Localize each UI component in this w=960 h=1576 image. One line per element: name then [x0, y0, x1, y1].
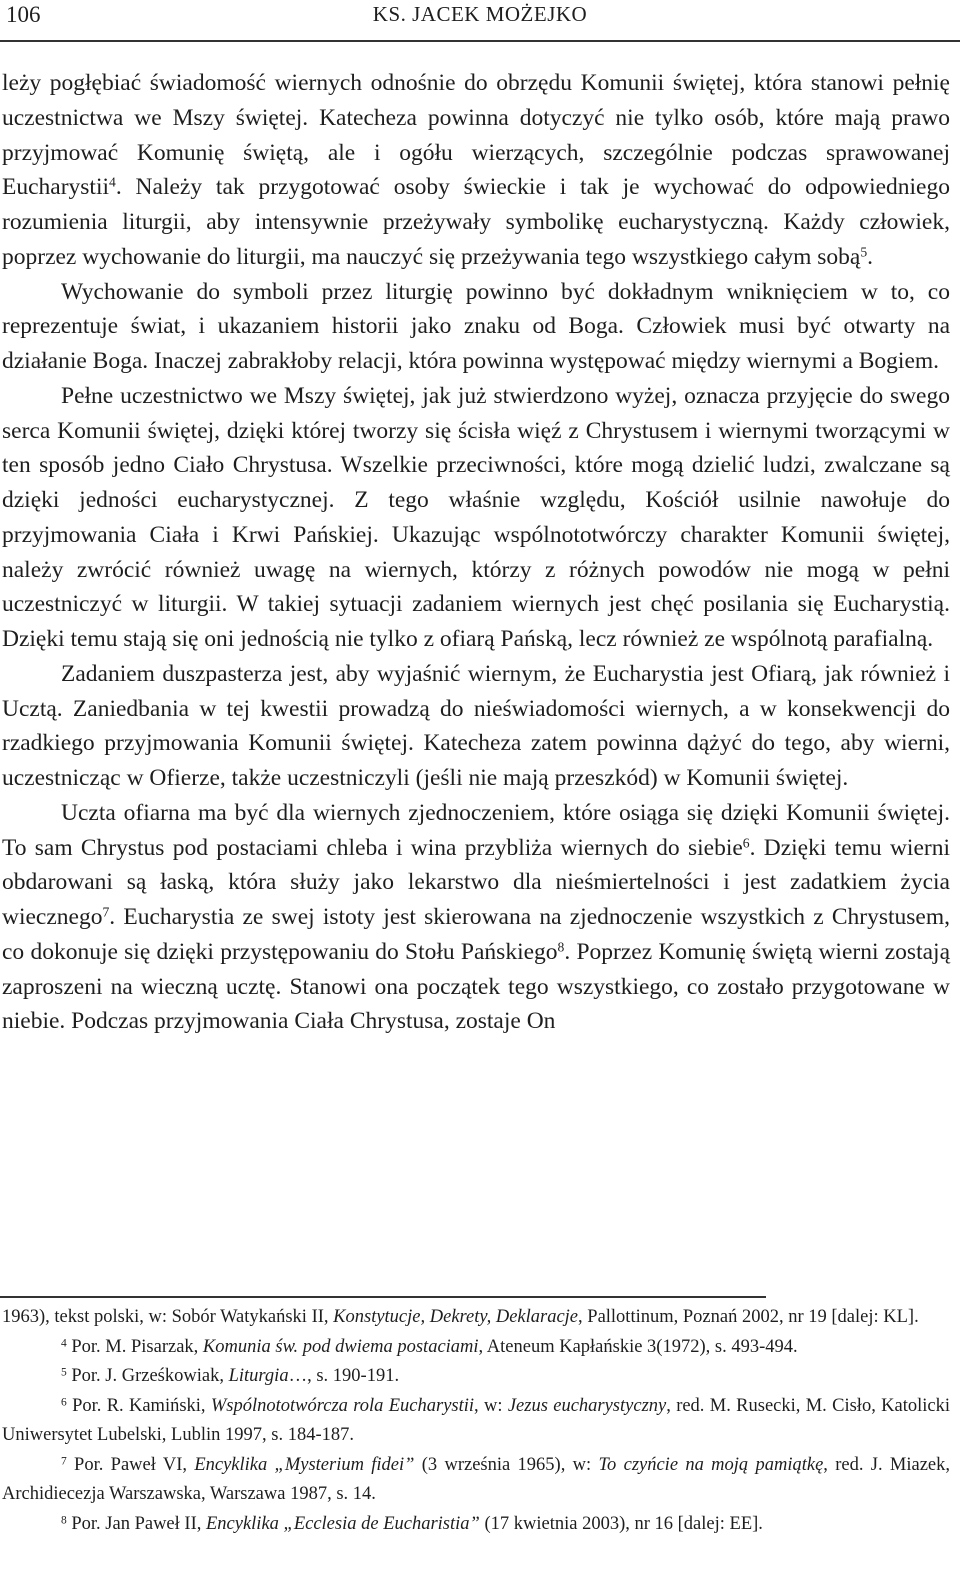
footnote-5: $^5$ Por. J. Grześkowiak, Liturgia…, s. 190-191. [61, 1366, 400, 1386]
header-rule [0, 40, 960, 42]
page-number: 106 [6, 2, 41, 27]
paragraph-2: Wychowanie do symboli przez liturgię powinno być dokładnym wniknięciem w to, co reprezentuje świat, i ukazaniem historii jako znaku od Boga. Człowiek musi być otwarty na działanie Boga. Inaczej zabrakłoby relacji, która powinna występować między wiernymi a Bogiem. [2, 278, 950, 374]
footnote-ref: 6 [742, 835, 750, 851]
footnote-7: $^7$ Por. Paweł VI, Encyklika „Mysterium fidei” (3 września 1965), w: To czyńcie na moją pamiątkę, red. J. Miazek, Archidiecezja Warszawska, Warszawa 1987, s. 14. [2, 1454, 951, 1504]
page-header [0, 0, 960, 36]
footnote-ref: 4 [109, 174, 116, 190]
paragraph-4: Zadaniem duszpasterza jest, aby wyjaśnić wiernym, że Eucharystia jest Ofiarą, jak również i Ucztą. Zaniedbania w tej kwestii prowadzą do nieświadomości wiernych, a w konsekwencji do rzadkiego przyjmowania Komunii świętej. Katecheza zatem powinna dążyć do tego, aby wierni, uczestnicząc w Ofierze, także uczestniczyli (jeśli nie mają przeszkód) w Komunii świętej. [2, 660, 950, 791]
footnote-6: $^6$ Por. R. Kamiński, Wspólnototwórcza rola Eucharystii, w: Jezus eucharystyczny, red. M. Rusecki, M. Cisło, Katolicki Uniwersytet Lubelski, Lublin 1997, s. 184-187. [2, 1395, 950, 1445]
footnote-continuation: 1963), tekst polski, w: Sobór Watykański II, Konstytucje, Dekrety, Deklaracje, Pallottinum, Poznań 2002, nr 19 [dalej: KL]. [2, 1307, 919, 1327]
footnotes [2, 1303, 950, 1539]
paragraph-1: leży pogłębiać świadomość wiernych odnośnie do obrzędu Komunii świętej, która stanowi pełnię uczestnictwa we Mszy świętej. Katecheza powinna dotyczyć nie tylko osób, które mają prawo przyjmować Komunię świętą, ale i ogółu wierzących, szczególnie podczas sprawowanej Eucharystii$^4$. Należy tak przygotować osoby świeckie i tak je wychować do odpowiedniego rozumienia liturgii, aby intensywnie przeżywały symbolikę eucharystyczną. Każdy człowiek, poprzez wychowanie do liturgii, ma nauczyć się przeżywania tego wszystkiego całym sobą$^5$. [2, 70, 950, 270]
paragraph-3: Pełne uczestnictwo we Mszy świętej, jak już stwierdzono wyżej, oznacza przyjęcie do swego serca Komunii świętej, dzięki której tworzy się ścisła więź z Chrystusem i wiernymi tworzącymi w ten sposób jedno Ciało Chrystusa. Wszelkie przeciwności, które mogą dzielić ludzi, zwalczane są dzięki jedności eucharystycznej. Z tego właśnie względu, Kościół usilnie nawołuje do przyjmowania Ciała i Krwi Pańskiej. Ukazując wspólnototwórczy charakter Komunii świętej, należy zwrócić również uwagę na wiernych, którzy z różnych powodów nie mogą w pełni uczestniczyć w liturgii. W takiej sytuacji zadaniem wiernych jest chęć posilania się Eucharystią. Dzięki temu stają się oni jednością nie tylko z ofiarą Pańską, lecz również ze wspólnotą parafialną. [2, 382, 950, 652]
footnote-ref: 8 [557, 939, 565, 955]
running-head: KS. JACEK MOŻEJKO [372, 2, 588, 26]
footnote-ref: 7 [102, 904, 110, 920]
footnote-8: $^8$ Por. Jan Paweł II, Encyklika „Ecclesia de Eucharistia” (17 kwietnia 2003), nr 16 [dalej: EE]. [61, 1513, 763, 1534]
footnote-separator [0, 1296, 766, 1298]
main-text [2, 66, 950, 1039]
footnote-4: $^4$ Por. M. Pisarzak, Komunia św. pod dwiema postaciami, Ateneum Kapłańskie 3(1972), s. 493-494. [61, 1336, 798, 1357]
footnote-ref: 5 [860, 244, 868, 260]
paragraph-5: Uczta ofiarna ma być dla wiernych zjednoczeniem, które osiąga się dzięki Komunii świętej. To sam Chrystus pod postaciami chleba i wina przybliża wiernych do siebie$^6$. Dzięki temu wierni obdarowani są łaską, która służy jako lekarstwo dla nieśmiertelności i jest zadatkiem życia wiecznego$^7$. Eucharystia ze swej istoty jest skierowana na zjednoczenie wszystkich z Chrystusem, co dokonuje się dzięki przystępowaniu do Stołu Pańskiego$^8$. Poprzez Komunię świętą wierni zostają zaproszeni na wieczną ucztę. Stanowi ona początek tego wszystkiego, co zostało przygotowane w niebie. Podczas przyjmowania Ciała Chrystusa, zostaje On [2, 799, 950, 1035]
